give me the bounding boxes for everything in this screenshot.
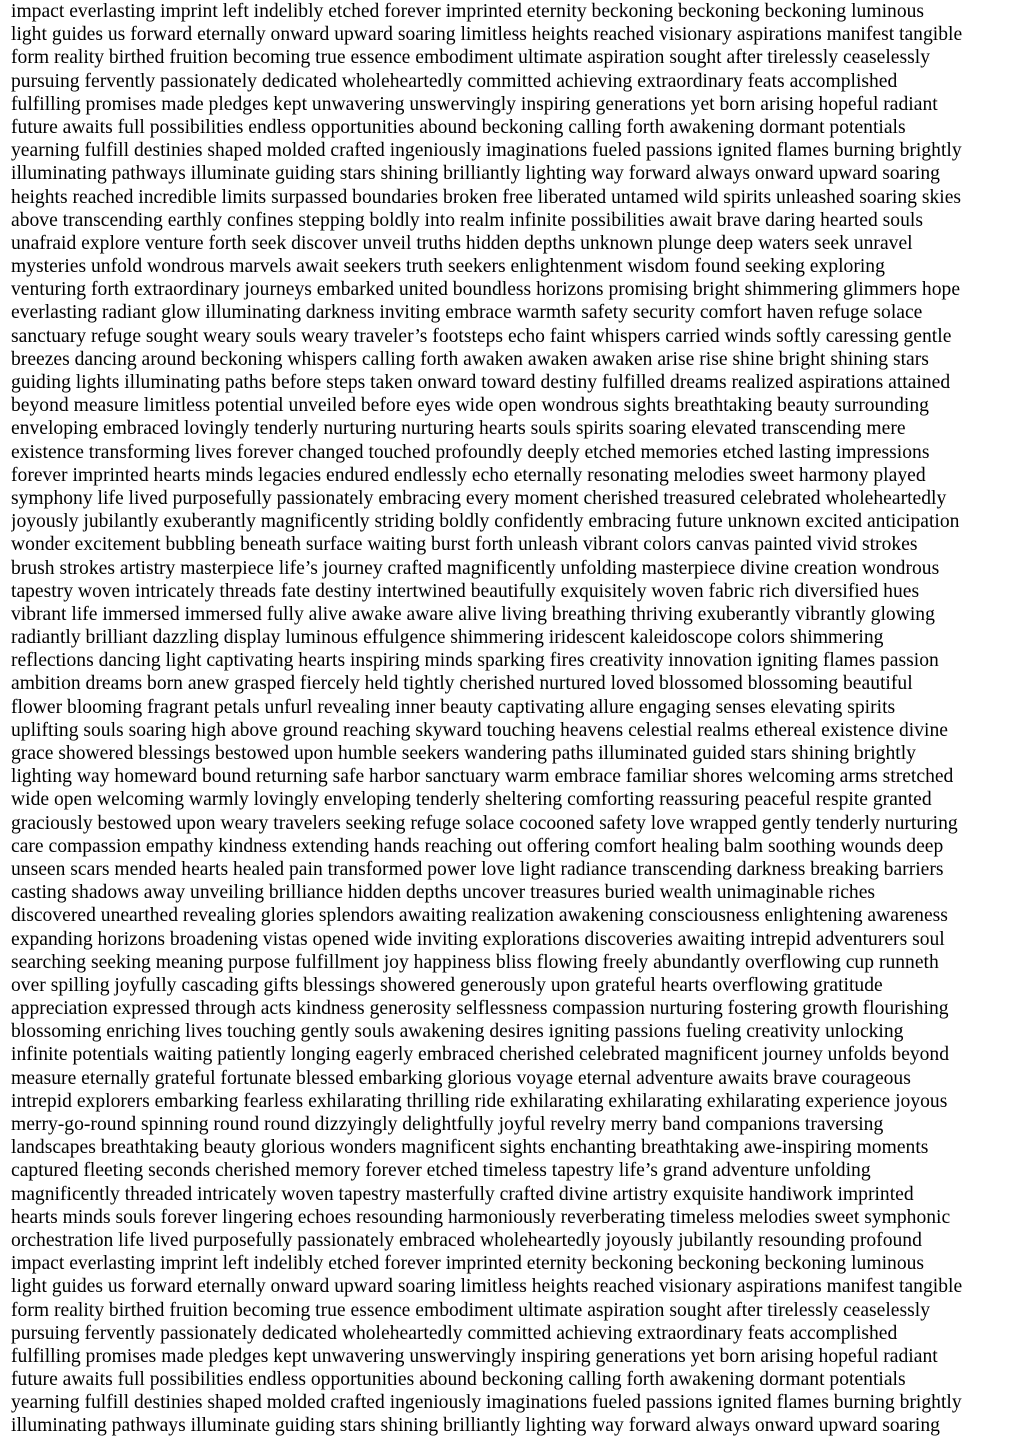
text-line: pursuing fervently passionately dedicated wholeheartedly committed achieving extraordinary feats accomplished (11, 70, 898, 92)
text-line: mysteries unfold wondrous marvels await seekers truth seekers enlightenment wisdom found seeking exploring (11, 256, 885, 278)
text-line: grace showered blessings bestowed upon humble seekers wandering paths illuminated guided stars shining brightly (11, 743, 916, 764)
text-line: symphony life lived purposefully passionately embracing every moment cherished treasured celebrated wholeheartedly (11, 487, 947, 509)
text-line: future awaits full possibilities endless opportunities abound beckoning calling forth awakening dormant potentials (11, 1369, 906, 1391)
text-line: everlasting radiant glow illuminating darkness inviting embrace warmth safety security comfort haven refuge solace (11, 302, 923, 324)
text-line: forever imprinted hearts minds legacies endured endlessly echo eternally resonating melodies sweet harmony played (11, 464, 926, 486)
text-line: fulfilling promises made pledges kept unwavering unswervingly inspiring generations yet born arising hopeful radiant (11, 1345, 938, 1367)
text-line: joyously jubilantly exuberantly magnificently striding boldly confidently embracing future unknown excited anticipation (11, 511, 960, 533)
text-line: light guides us forward eternally onward upward soaring limitless heights reached visionary aspirations manifest tangible (11, 24, 963, 46)
text-line: reflections dancing light captivating hearts inspiring minds sparking fires creativity innovation igniting flames passion (11, 650, 939, 672)
text-line: yearning fulfill destinies shaped molded crafted ingeniously imaginations fueled passions ignited flames burning brightly (11, 140, 962, 162)
text-line: expanding horizons broadening vistas opened wide inviting explorations discoveries awaiting intrepid adventurers soul (11, 928, 945, 950)
text-line: orchestration life lived purposefully passionately embraced wholeheartedly joyously jubilantly resounding profound (11, 1229, 922, 1251)
text-line: illuminating pathways illuminate guiding stars shining brilliantly lighting way forward always onward upward soaring (11, 1415, 940, 1437)
text-line: fulfilling promises made pledges kept unwavering unswervingly inspiring generations yet born arising hopeful radiant (11, 93, 938, 115)
text-line: casting shadows away unveiling brilliance hidden depths uncover treasures buried wealth unimaginable riches (11, 882, 876, 904)
text-line: searching seeking meaning purpose fulfillment joy happiness bliss flowing freely abundantly overflowing cup runneth (11, 951, 939, 973)
text-line: infinite potentials waiting patiently longing eagerly embraced cherished celebrated magnificent journey unfolds beyond (11, 1044, 950, 1066)
text-line: blossoming enriching lives touching gently souls awakening desires igniting passions fueling creativity unlocking (11, 1021, 904, 1043)
text-line: merry-go-round spinning round round dizzyingly delightfully joyful revelry merry band companions traversing (11, 1114, 884, 1135)
document-body (11, 0, 1021, 1446)
text-line: tapestry woven intricately threads fate destiny intertwined beautifully exquisitely woven fabric rich diversified hues (11, 580, 920, 602)
text-line: guiding lights illuminating paths before steps taken onward toward destiny fulfilled dreams realized aspirations attained (11, 372, 951, 393)
text-line: appreciation expressed through acts kindness generosity selflessness compassion nurturing fostering growth flourishing (11, 998, 949, 1020)
text-line: enveloping embraced lovingly tenderly nurturing nurturing hearts souls spirits soaring elevated transcending mere (11, 418, 906, 440)
text-line: pursuing fervently passionately dedicated wholeheartedly committed achieving extraordinary feats accomplished (11, 1322, 898, 1344)
text-line: uplifting souls soaring high above ground reaching skyward touching heavens celestial realms ethereal existence divine (11, 719, 948, 741)
text-line: over spilling joyfully cascading gifts blessings showered generously upon grateful hearts overflowing gratitude (11, 974, 883, 996)
text-line: vibrant life immersed immersed fully alive awake aware alive living breathing thriving exuberantly vibrantly glowing (11, 603, 935, 625)
text-line: flower blooming fragrant petals unfurl revealing inner beauty captivating allure engaging senses elevating spirits (11, 696, 896, 718)
text-line: sanctuary refuge sought weary souls weary traveler’s footsteps echo faint whispers carried winds softly caressing gentle (11, 325, 952, 347)
text-line: venturing forth extraordinary journeys embarked united boundless horizons promising bright shimmering glimmers hope (11, 279, 961, 301)
text-line: measure eternally grateful fortunate blessed embarking glorious voyage eternal adventure awaits brave courageous (11, 1067, 911, 1089)
text-line: yearning fulfill destinies shaped molded crafted ingeniously imaginations fueled passions ignited flames burning brightly (11, 1392, 962, 1414)
text-line: beyond measure limitless potential unveiled before eyes wide open wondrous sights breathtaking beauty surrounding (11, 395, 929, 417)
text-line: wide open welcoming warmly lovingly enveloping tenderly sheltering comforting reassuring peaceful respite granted (11, 789, 932, 811)
text-line: unafraid explore venture forth seek discover unveil truths hidden depths unknown plunge deep waters seek unravel (11, 232, 913, 254)
text-line: landscapes breathtaking beauty glorious wonders magnificent sights enchanting breathtaking awe-inspiring moments (11, 1137, 929, 1159)
text-line: magnificently threaded intricately woven tapestry masterfully crafted divine artistry exquisite handiwork imprinted (11, 1183, 914, 1205)
text-line: discovered unearthed revealing glories splendors awaiting realization awakening consciousness enlightening awareness (11, 905, 948, 927)
text-line: unseen scars mended hearts healed pain transformed power love light radiance transcending darkness breaking barriers (11, 858, 944, 880)
text-line: hearts minds souls forever lingering echoes resounding harmoniously reverberating timeless melodies sweet symphonic (11, 1206, 951, 1228)
text-line: future awaits full possibilities endless opportunities abound beckoning calling forth awakening dormant potentials (11, 116, 906, 138)
text-line: illuminating pathways illuminate guiding stars shining brilliantly lighting way forward always onward upward soaring (11, 163, 940, 185)
text-line: captured fleeting seconds cherished memory forever etched timeless tapestry life’s grand adventure unfolding (11, 1160, 871, 1182)
text-line: ambition dreams born anew grasped fiercely held tightly cherished nurtured loved blossomed blossoming beautiful (11, 673, 913, 695)
text-line: breezes dancing around beckoning whispers calling forth awaken awaken awaken arise rise shine bright shining stars (11, 348, 929, 370)
text-line: care compassion empathy kindness extending hands reaching out offering comfort healing balm soothing wounds deep (11, 835, 944, 857)
text-line: wonder excitement bubbling beneath surface waiting burst forth unleash vibrant colors canvas painted vivid strokes (11, 534, 918, 556)
text-line: lighting way homeward bound returning safe harbor sanctuary warm embrace familiar shores welcoming arms stretched (11, 766, 954, 788)
text-line: intrepid explorers embarking fearless exhilarating thrilling ride exhilarating exhilarating exhilarating experience joyous (11, 1090, 948, 1112)
text-line: brush strokes artistry masterpiece life’s journey crafted magnificently unfolding masterpiece divine creation wondrous (11, 557, 940, 579)
text-line: radiantly brilliant dazzling display luminous effulgence shimmering iridescent kaleidoscope colors shimmering (11, 627, 884, 649)
text-line: graciously bestowed upon weary travelers seeking refuge solace cocooned safety love wrapped gently tenderly nurturing (11, 812, 958, 834)
text-line: impact everlasting imprint left indelibly etched forever imprinted eternity beckoning beckoning beckoning luminous (11, 1, 925, 22)
text-line: form reality birthed fruition becoming true essence embodiment ultimate aspiration sought after tirelessly ceaselessly (11, 1299, 930, 1321)
text-line: above transcending earthly confines stepping boldly into realm infinite possibilities await brave daring hearted souls (11, 209, 923, 231)
text-line: light guides us forward eternally onward upward soaring limitless heights reached visionary aspirations manifest tangible (11, 1276, 963, 1298)
text-line: heights reached incredible limits surpassed boundaries broken free liberated untamed wild spirits unleashed soaring skies (11, 186, 962, 208)
text-line: existence transforming lives forever changed touched profoundly deeply etched memories etched lasting impressions (11, 441, 930, 463)
text-line: impact everlasting imprint left indelibly etched forever imprinted eternity beckoning beckoning beckoning luminous (11, 1253, 925, 1275)
text-line: form reality birthed fruition becoming true essence embodiment ultimate aspiration sought after tirelessly ceaselessly (11, 47, 930, 69)
